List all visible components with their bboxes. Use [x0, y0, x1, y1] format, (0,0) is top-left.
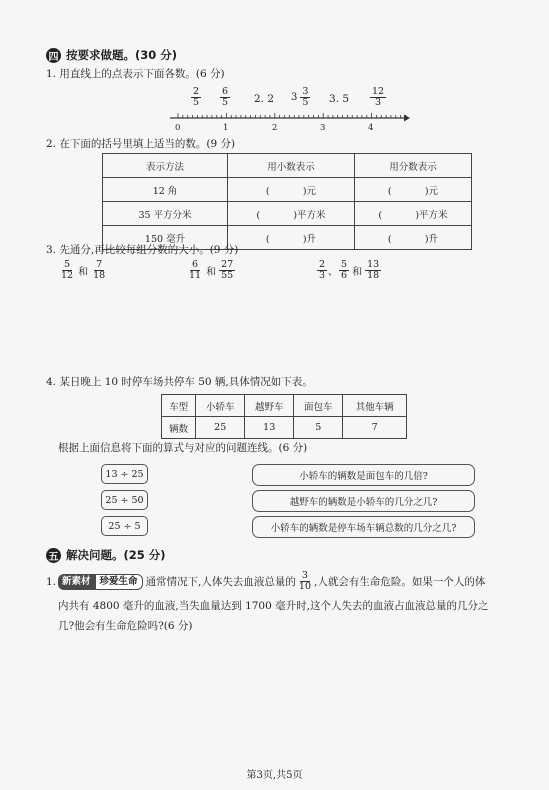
frac-denominator: 18	[367, 270, 380, 281]
q1-num-3: 2. 2	[254, 93, 275, 105]
q1-num-2	[219, 87, 231, 108]
q1-text: 1. 用直线上的点表示下面各数。(6 分)	[46, 68, 225, 80]
frac-numerator: 6	[222, 86, 229, 97]
table-cell: 5	[294, 417, 343, 439]
problem-1-line-2: 内共有 4800 毫升的血液,当失血量达到 1700 毫升时,这个人失去的血液占血液总量的几分之	[58, 600, 489, 612]
table-header: 用小数表示	[228, 154, 355, 178]
table-header: 越野车	[245, 395, 294, 417]
section-4-title	[46, 47, 177, 63]
frac-denominator: 10	[298, 581, 311, 592]
problem-number: 1.	[46, 575, 57, 588]
section-5-title	[46, 547, 166, 563]
q1-num-4	[291, 87, 311, 108]
q3-group-3	[316, 260, 382, 281]
axis-tick-label: 4	[368, 123, 374, 133]
frac-numerator: 3	[302, 86, 309, 97]
problem-1-line-3: 几?他会有生命危险吗?(6 分)	[58, 620, 193, 632]
q2-table	[102, 153, 472, 250]
axis-tick-label: 2	[272, 123, 278, 133]
table-header-row	[103, 154, 472, 178]
frac-denominator: 18	[93, 270, 106, 281]
expression-box[interactable]: 25 ÷ 5	[101, 516, 148, 536]
section-4-title-text: 按要求做题。(30 分)	[66, 48, 178, 62]
frac-numerator: 12	[372, 86, 385, 97]
question-box[interactable]: 越野车的辆数是小轿车的几分之几?	[252, 490, 475, 512]
axis-labels	[166, 123, 410, 135]
frac-denominator: 11	[189, 270, 202, 281]
table-cell: 12 角	[103, 178, 228, 202]
table-header: 小轿车	[196, 395, 245, 417]
answer-cell[interactable]: ( )元	[355, 178, 472, 202]
table-header: 车型	[162, 395, 196, 417]
answer-cell[interactable]: ( )平方米	[355, 202, 472, 226]
frac-numerator: 5	[64, 259, 71, 270]
table-cell: 13	[245, 417, 294, 439]
question-box[interactable]: 小轿车的辆数是面包车的几倍?	[252, 464, 475, 486]
frac-numerator: 13	[367, 259, 380, 270]
and-label: 和	[206, 267, 217, 278]
table-cell: 辆数	[162, 417, 196, 439]
frac-denominator: 3	[375, 97, 382, 108]
answer-cell[interactable]: ( )升	[355, 226, 472, 250]
frac-denominator: 6	[341, 270, 348, 281]
problem-text: 通常情况下,人体失去血液总量的	[145, 575, 296, 588]
section-4-badge: 四	[46, 48, 61, 63]
q1-num-6	[369, 87, 387, 108]
table-header: 表示方法	[103, 154, 228, 178]
q4-text: 4. 某日晚上 10 时停车场共停车 50 辆,具体情况如下表。	[46, 376, 313, 388]
frac-numerator: 6	[192, 259, 199, 270]
expression-box[interactable]: 25 ÷ 50	[101, 490, 148, 510]
table-cell: 35 平方分米	[103, 202, 228, 226]
q3-group-1	[58, 260, 108, 281]
q1-num-1	[190, 87, 202, 108]
and-label: 和	[78, 267, 89, 278]
table-row	[103, 178, 472, 202]
frac-denominator: 5	[193, 97, 200, 108]
frac-denominator: 55	[221, 270, 234, 281]
q4-instruction: 根据上面信息将下面的算式与对应的问题连线。(6 分)	[58, 442, 308, 454]
answer-cell[interactable]: ( )元	[228, 178, 355, 202]
q3-text: 3. 先通分,再比较每组分数的大小。(9 分)	[46, 244, 239, 256]
and-label: 和	[352, 267, 363, 278]
page-footer: 第3页,共5页	[246, 770, 303, 781]
new-material-tag: 新素材	[58, 574, 95, 590]
q2-text: 2. 在下面的括号里填上适当的数。(9 分)	[46, 138, 236, 150]
section-5-badge: 五	[46, 548, 61, 563]
table-row	[103, 202, 472, 226]
section-5-title-text: 解决问题。(25 分)	[66, 548, 166, 562]
axis-tick-label: 3	[320, 123, 326, 133]
mixed-whole: 3	[291, 92, 298, 103]
frac-denominator: 12	[61, 270, 74, 281]
frac-numerator: 5	[341, 259, 348, 270]
frac-numerator: 2	[193, 86, 200, 97]
question-box[interactable]: 小轿车的辆数是停车场车辆总数的几分之几?	[252, 516, 475, 538]
frac-numerator: 7	[96, 259, 103, 270]
q4-table	[161, 394, 407, 439]
table-cell: 7	[343, 417, 407, 439]
answer-cell[interactable]: ( )平方米	[228, 202, 355, 226]
answer-cell[interactable]: ( )升	[228, 226, 355, 250]
expression-box[interactable]: 13 ÷ 25	[101, 464, 148, 484]
cherish-life-tag: 珍爱生命	[95, 574, 143, 590]
table-cell: 25	[196, 417, 245, 439]
q1-num-5: 3. 5	[329, 93, 350, 105]
problem-text: ,人就会有生命危险。如果一个人的体	[314, 575, 486, 588]
frac-denominator: 5	[222, 97, 229, 108]
frac-numerator: 3	[301, 570, 308, 581]
frac-denominator: 3	[319, 270, 326, 281]
separator: 、	[328, 267, 339, 278]
table-row	[162, 417, 407, 439]
axis-tick-label: 1	[223, 123, 229, 133]
problem-1-line-1	[46, 571, 485, 592]
axis-tick-label: 0	[175, 123, 181, 133]
frac-numerator: 27	[221, 259, 234, 270]
frac-numerator: 2	[319, 259, 326, 270]
table-header-row	[162, 395, 407, 417]
table-header: 其他车辆	[343, 395, 407, 417]
q3-group-2	[186, 260, 236, 281]
table-cell: 150 毫升	[103, 226, 228, 250]
table-header: 用分数表示	[355, 154, 472, 178]
table-header: 面包车	[294, 395, 343, 417]
frac-denominator: 5	[302, 97, 309, 108]
